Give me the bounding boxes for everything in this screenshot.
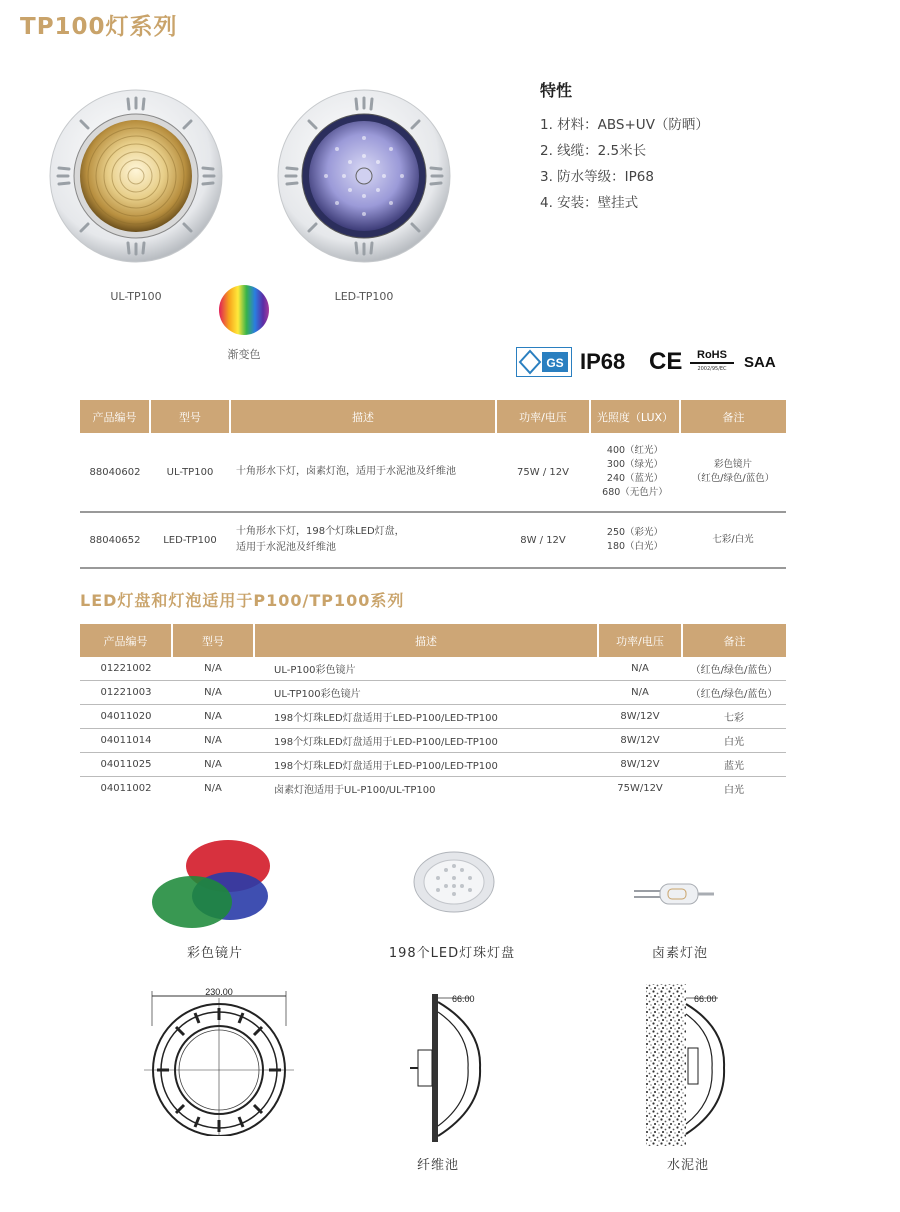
lux-line: 680（无色片）: [602, 487, 668, 498]
cell-power: 8W/12V: [598, 705, 682, 729]
cell-power: 75W / 12V: [496, 433, 590, 512]
cell-note: 七彩: [682, 705, 786, 729]
cell-description: UL-P100彩色镜片: [254, 657, 598, 681]
cell-code: 04011014: [80, 729, 172, 753]
cell-description: 198个灯珠LED灯盘适用于LED-P100/LED-TP100: [254, 705, 598, 729]
ul-tp100-caption: UL-TP100: [110, 290, 162, 303]
cell-model: N/A: [204, 783, 222, 794]
desc-line: 十角形水下灯，198个灯珠LED灯盘，: [236, 526, 405, 537]
header-power: 功率/电压: [598, 624, 682, 657]
fiber-dimension-label: 66.00: [452, 994, 475, 1004]
cell-model: LED-TP100: [150, 512, 230, 568]
table-row: [80, 729, 786, 753]
lux-line: 400（红光）: [606, 445, 664, 456]
color-lens-caption: 彩色镜片: [186, 946, 243, 961]
table-row: [80, 777, 786, 801]
cell-model: N/A: [172, 657, 254, 681]
fiber-pool-caption: 纤维池: [416, 1158, 459, 1173]
cell-note: （红色/绿色/蓝色）: [682, 681, 786, 705]
header-code: 产品编号: [80, 400, 150, 433]
cell-description: [230, 512, 496, 568]
table-row: [80, 753, 786, 777]
concrete-pool-side-drawing: [644, 982, 730, 1150]
features-list: [540, 112, 709, 216]
table-header-row: [80, 624, 786, 657]
header-code: 产品编号: [80, 624, 172, 657]
cell-power: 8W / 12V: [496, 512, 590, 568]
cell-model: N/A: [172, 681, 254, 705]
gradient-color-swatch: [218, 284, 270, 336]
table-row: [80, 657, 786, 681]
gs-text: GS: [546, 356, 564, 370]
rohs-mark: [690, 349, 734, 372]
product-spec-table: [80, 400, 786, 569]
cell-code: 04011025: [80, 753, 172, 777]
cell-code: 88040652: [80, 512, 150, 568]
feature-item: 1. 材料：ABS+UV（防晒）: [540, 117, 709, 133]
cell-model: N/A: [172, 753, 254, 777]
header-description: 描述: [230, 400, 496, 433]
led-tp100-caption: LED-TP100: [334, 290, 394, 303]
concrete-pool-caption: 水泥池: [666, 1158, 709, 1173]
front-technical-drawing: [144, 986, 294, 1136]
cell-power: N/A: [598, 681, 682, 705]
header-power: 功率/电压: [496, 400, 590, 433]
header-note: 备注: [680, 400, 786, 433]
cell-code: 01221003: [80, 681, 172, 705]
cell-model: N/A: [172, 705, 254, 729]
cell-power: 75W/12V: [617, 783, 663, 794]
lux-line: 250（彩光）: [606, 527, 664, 538]
accessory-table: [80, 624, 786, 800]
ul-tp100-lamp-image: [48, 88, 224, 264]
desc-line: 适用于水泥池及纤维池: [236, 542, 336, 553]
gradient-caption: 渐变色: [227, 348, 261, 361]
fiber-pool-side-drawing: [408, 988, 488, 1150]
cell-note: 白光: [682, 729, 786, 753]
cell-note: 白光: [724, 785, 744, 796]
gs-cert-logo: [516, 346, 572, 378]
cell-note: [680, 433, 786, 512]
cell-note: （红色/绿色/蓝色）: [682, 657, 786, 681]
lux-line: 300（绿光）: [606, 459, 664, 470]
saa-mark: SAA: [744, 353, 776, 371]
ip68-mark: IP68: [580, 349, 626, 374]
cell-description: 卤素灯泡适用于UL-P100/UL-TP100: [274, 785, 436, 796]
cell-code: 88040602: [80, 433, 150, 512]
led-disc-image: [412, 850, 496, 914]
cell-code: 04011020: [80, 705, 172, 729]
cell-lux: [590, 433, 680, 512]
cell-note: 七彩/白光: [680, 512, 786, 568]
cell-description: UL-TP100彩色镜片: [254, 681, 598, 705]
front-dimension-label: 230.00: [205, 987, 233, 997]
cell-note: 蓝光: [682, 753, 786, 777]
table-header-row: [80, 400, 786, 433]
header-note: 备注: [682, 624, 786, 657]
note-line: （红色/绿色/蓝色）: [691, 473, 775, 484]
cell-lux: [590, 512, 680, 568]
concrete-dimension-label: 66.00: [694, 994, 717, 1004]
cell-power: 8W/12V: [598, 753, 682, 777]
cell-power: 8W/12V: [598, 729, 682, 753]
header-model: 型号: [150, 400, 230, 433]
cell-code: 04011002: [100, 783, 152, 794]
cell-model: N/A: [172, 729, 254, 753]
cell-model: UL-TP100: [150, 433, 230, 512]
halogen-bulb-image: [632, 876, 718, 912]
header-lux: 光照度（LUX）: [590, 400, 680, 433]
table-row: [80, 512, 786, 568]
header-model: 型号: [172, 624, 254, 657]
page-title: TP100灯系列: [20, 14, 178, 40]
rohs-text: RoHS: [690, 349, 734, 364]
cell-description: 十角形水下灯，卤素灯泡，适用于水泥池及纤维池: [230, 433, 496, 512]
led-tp100-lamp-image: [276, 88, 452, 264]
cell-code: 01221002: [80, 657, 172, 681]
cell-description: 198个灯珠LED灯盘适用于LED-P100/LED-TP100: [254, 729, 598, 753]
feature-item: 3. 防水等级：IP68: [540, 169, 654, 185]
note-line: 彩色镜片: [713, 459, 752, 470]
ce-mark: CE: [649, 348, 683, 375]
features-heading: 特性: [540, 81, 573, 100]
lux-line: 240（蓝光）: [606, 473, 664, 484]
table-row: [80, 433, 786, 512]
feature-item: 2. 线缆：2.5米长: [540, 143, 647, 159]
cell-power: N/A: [598, 657, 682, 681]
rohs-subtext: 2002/95/EC: [697, 366, 727, 372]
halogen-bulb-caption: 卤素灯泡: [651, 946, 708, 961]
feature-item: 4. 安装：壁挂式: [540, 195, 639, 211]
accessory-table-title: LED灯盘和灯泡适用于P100/TP100系列: [80, 591, 405, 610]
cell-description: 198个灯珠LED灯盘适用于LED-P100/LED-TP100: [254, 753, 598, 777]
led-disc-caption: 198个LED灯珠灯盘: [388, 946, 516, 961]
color-lens-image: [148, 834, 278, 934]
table-row: [80, 705, 786, 729]
lux-line: 180（白光）: [606, 541, 664, 552]
table-row: [80, 681, 786, 705]
header-description: 描述: [254, 624, 598, 657]
